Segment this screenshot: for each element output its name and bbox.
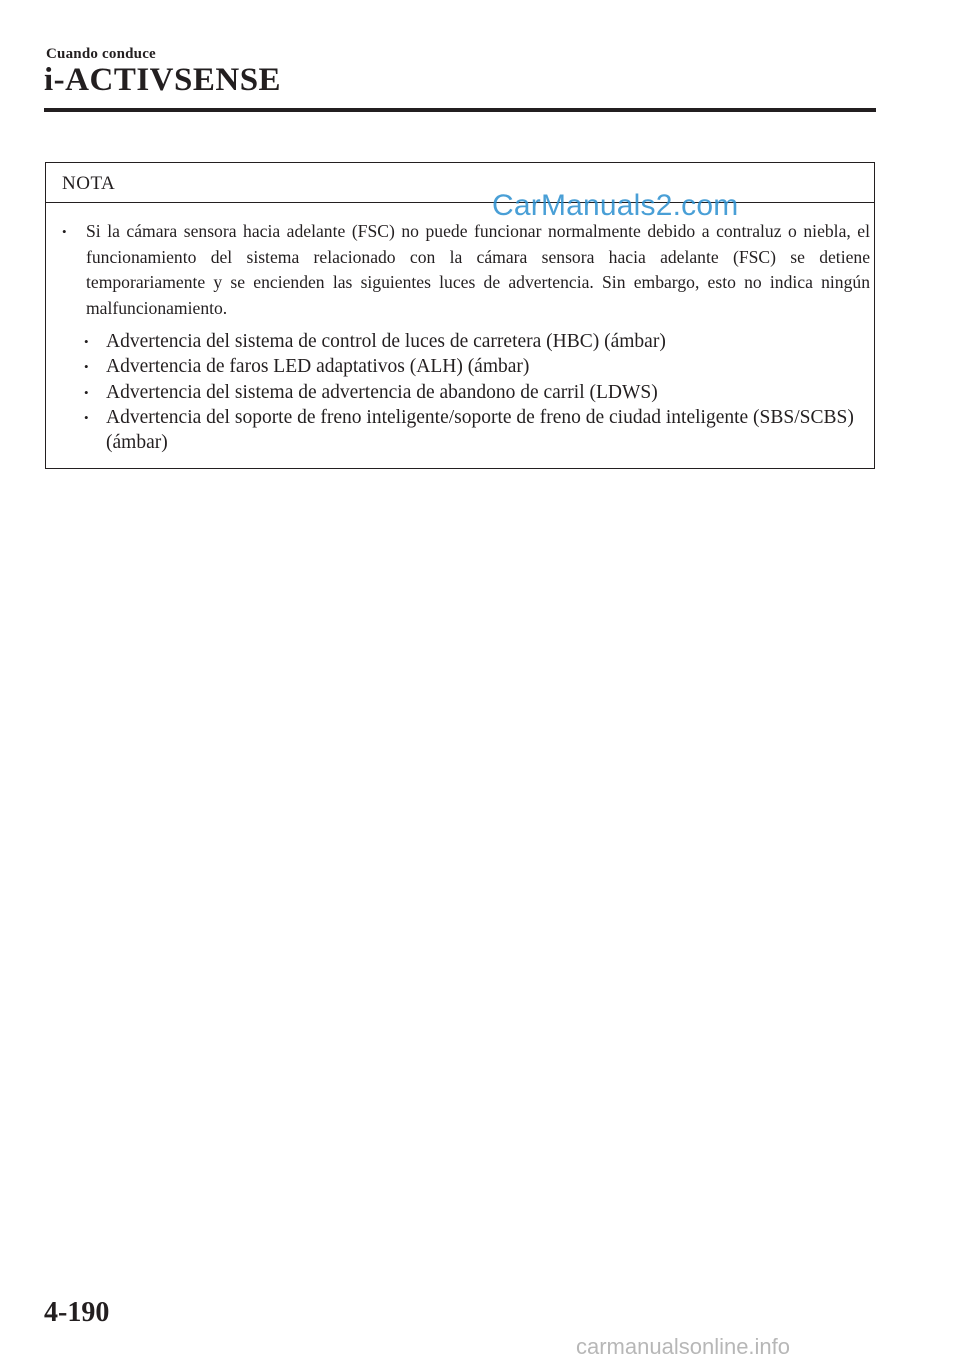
bullet-dot: •: [84, 359, 89, 375]
note-box: [45, 162, 875, 469]
bullet-dot: •: [84, 409, 89, 425]
note-main-text: Si la cámara sensora hacia adelante (FSC) no puede funcionar normalmente debido a contraluz o niebla, el funcionamiento del sistema relacionado con la cámara sensora hacia adelante (FSC) se detiene temporariamente y se encienden las siguientes luces de advertencia. Sin embargo, esto no indica ningún malfuncionamiento.: [86, 221, 870, 318]
bullet-dot: •: [84, 334, 89, 349]
list-item: [81, 329, 867, 354]
watermark-logo-bottom: carmanualsonline.info: [576, 1334, 791, 1359]
note-main-bullet: [62, 219, 870, 321]
list-item-text: Advertencia del soporte de freno inteligente/soporte de freno de ciudad inteligente (SBS/SCBS) (ámbar): [106, 406, 854, 454]
page-number: 4-190: [44, 1297, 110, 1328]
bullet-dot: •: [62, 224, 67, 239]
note-header: [46, 163, 874, 203]
list-item: [81, 354, 867, 379]
list-item-text: Advertencia del sistema de advertencia de abandono de carril (LDWS): [106, 381, 658, 403]
list-item: [81, 380, 867, 405]
list-item-text: Advertencia de faros LED adaptativos (ALH) (ámbar): [106, 356, 530, 378]
note-label: NOTA: [62, 173, 116, 194]
list-item-text: Advertencia del sistema de control de luces de carretera (HBC) (ámbar): [106, 331, 666, 352]
bullet-dot: •: [84, 384, 89, 400]
warning-lights-list: [81, 329, 867, 455]
list-item: [81, 405, 867, 456]
section-heading: Cuando conduce: [46, 46, 156, 62]
watermark-logo-top: CarManuals2.com: [492, 189, 739, 222]
page-title: i-ACTIVSENSE: [44, 62, 282, 98]
header-divider: [44, 108, 876, 112]
